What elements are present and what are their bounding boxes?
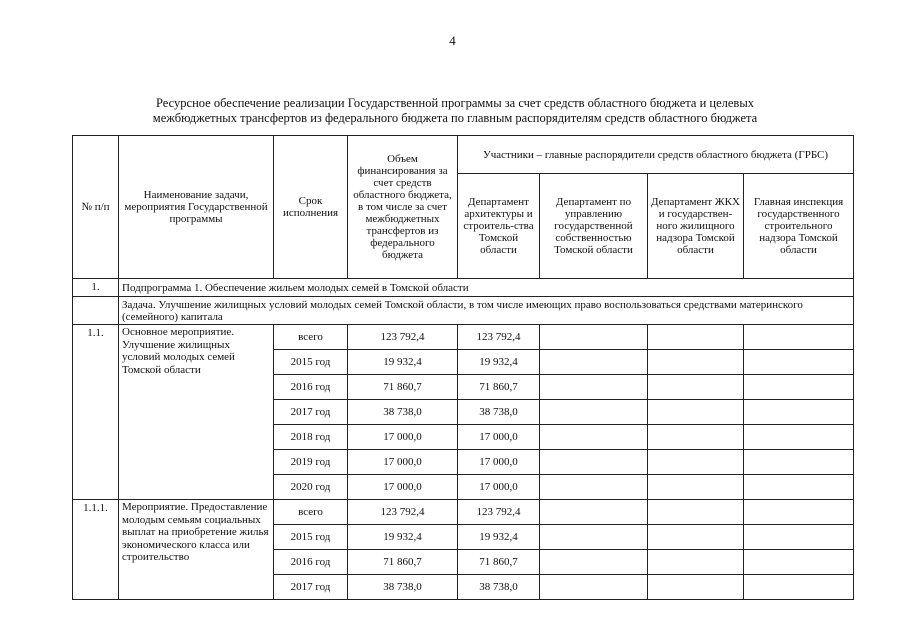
cell-volume: 17 000,0: [348, 425, 458, 450]
cell-participant-4: [744, 500, 854, 525]
cell-participant-1: 17 000,0: [458, 475, 540, 500]
cell-participant-3: [648, 400, 744, 425]
cell-term: 2020 год: [274, 475, 348, 500]
page-number: 4: [449, 33, 456, 48]
cell-participant-2: [540, 500, 648, 525]
cell-participant-1: 38 738,0: [458, 575, 540, 600]
table-row: [73, 325, 854, 350]
cell-volume: 38 738,0: [348, 400, 458, 425]
cell-volume: 123 792,4: [348, 325, 458, 350]
cell-participant-4: [744, 475, 854, 500]
cell-participant-4: [744, 350, 854, 375]
cell-volume: 17 000,0: [348, 450, 458, 475]
cell-term: всего: [274, 325, 348, 350]
cell-participant-1: 17 000,0: [458, 425, 540, 450]
cell-participant-2: [540, 425, 648, 450]
cell-participant-1: 38 738,0: [458, 400, 540, 425]
cell-participant-2: [540, 475, 648, 500]
cell-participant-1: 19 932,4: [458, 350, 540, 375]
cell-participant-4: [744, 375, 854, 400]
cell-participant-3: [648, 325, 744, 350]
cell-term: 2016 год: [274, 550, 348, 575]
cell-term: 2019 год: [274, 450, 348, 475]
table-row: [73, 500, 854, 525]
cell-participant-1: 123 792,4: [458, 500, 540, 525]
row-num: 1.1.: [73, 325, 119, 500]
cell-participant-2: [540, 375, 648, 400]
cell-participant-1: 17 000,0: [458, 450, 540, 475]
cell-participant-2: [540, 400, 648, 425]
cell-participant-4: [744, 575, 854, 600]
cell-participant-3: [648, 475, 744, 500]
cell-participant-2: [540, 450, 648, 475]
cell-participant-1: 123 792,4: [458, 325, 540, 350]
cell-participant-3: [648, 575, 744, 600]
cell-volume: 19 932,4: [348, 525, 458, 550]
header-participant-1: Департамент архитектуры и строитель-ства Томской области: [458, 174, 540, 279]
cell-participant-3: [648, 425, 744, 450]
cell-participant-1: 19 932,4: [458, 525, 540, 550]
cell-term: 2016 год: [274, 375, 348, 400]
cell-term: 2015 год: [274, 350, 348, 375]
subprogram-row: [73, 279, 854, 297]
header-term: Срок исполнения: [274, 136, 348, 279]
cell-participant-4: [744, 550, 854, 575]
cell-participant-4: [744, 400, 854, 425]
header-participant-4: Главная инспекция государственного строительного надзора Томской области: [744, 174, 854, 279]
cell-participant-2: [540, 325, 648, 350]
cell-volume: 17 000,0: [348, 475, 458, 500]
cell-participant-4: [744, 525, 854, 550]
cell-volume: 71 860,7: [348, 375, 458, 400]
cell-volume: 19 932,4: [348, 350, 458, 375]
cell-participant-2: [540, 525, 648, 550]
cell-participant-3: [648, 350, 744, 375]
cell-volume: 38 738,0: [348, 575, 458, 600]
resource-table: [72, 135, 854, 600]
cell-participant-4: [744, 450, 854, 475]
row-name: Основное мероприятие. Улучшение жилищных условий молодых семей Томской области: [119, 325, 274, 500]
cell-participant-1: 71 860,7: [458, 550, 540, 575]
cell-term: 2017 год: [274, 575, 348, 600]
cell-volume: 71 860,7: [348, 550, 458, 575]
title-line-2: межбюджетных трансфертов из федерального бюджета по главным распорядителям средств областного бюджета: [152, 111, 758, 125]
cell-term: 2015 год: [274, 525, 348, 550]
cell-participant-4: [744, 425, 854, 450]
task-text: Задача. Улучшение жилищных условий молодых семей Томской области, в том числе имеющих право воспользоваться средствами материнского (семейного) капитала: [119, 297, 854, 325]
cell-volume: 123 792,4: [348, 500, 458, 525]
task-row: [73, 297, 854, 325]
header-name: Наименование задачи, мероприятия Государственной программы: [119, 136, 274, 279]
cell-term: 2017 год: [274, 400, 348, 425]
title-line-1: Ресурсное обеспечение реализации Государственной программы за счет средств областного бюджета и целевых: [156, 96, 754, 110]
cell-participant-2: [540, 575, 648, 600]
row-name: Мероприятие. Предоставление молодым семьям социальных выплат на приобретение жилья экономического класса или строительство: [119, 500, 274, 600]
cell-participant-3: [648, 500, 744, 525]
cell-participant-3: [648, 525, 744, 550]
subprogram-num: 1.: [73, 279, 119, 297]
cell-participant-2: [540, 550, 648, 575]
header-num: № п/п: [73, 136, 119, 279]
cell-term: 2018 год: [274, 425, 348, 450]
cell-term: всего: [274, 500, 348, 525]
header-participants: Участники – главные распорядители средств областного бюджета (ГРБС): [458, 136, 854, 174]
row-num: 1.1.1.: [73, 500, 119, 600]
task-num-cell: [73, 297, 119, 325]
header-volume: Объем финансирования за счет средств областного бюджета, в том числе за счет межбюджетных трансфертов из федерального бюджета: [348, 136, 458, 279]
cell-participant-3: [648, 550, 744, 575]
header-participant-2: Департамент по управлению государственной собственностью Томской области: [540, 174, 648, 279]
document-title: [60, 96, 850, 126]
cell-participant-4: [744, 325, 854, 350]
cell-participant-3: [648, 450, 744, 475]
header-participant-3: Департамент ЖКХ и государствен-ного жилищного надзора Томской области: [648, 174, 744, 279]
cell-participant-2: [540, 350, 648, 375]
header-row-1: [73, 136, 854, 174]
cell-participant-3: [648, 375, 744, 400]
cell-participant-1: 71 860,7: [458, 375, 540, 400]
subprogram-text: Подпрограмма 1. Обеспечение жильем молодых семей в Томской области: [119, 279, 854, 297]
